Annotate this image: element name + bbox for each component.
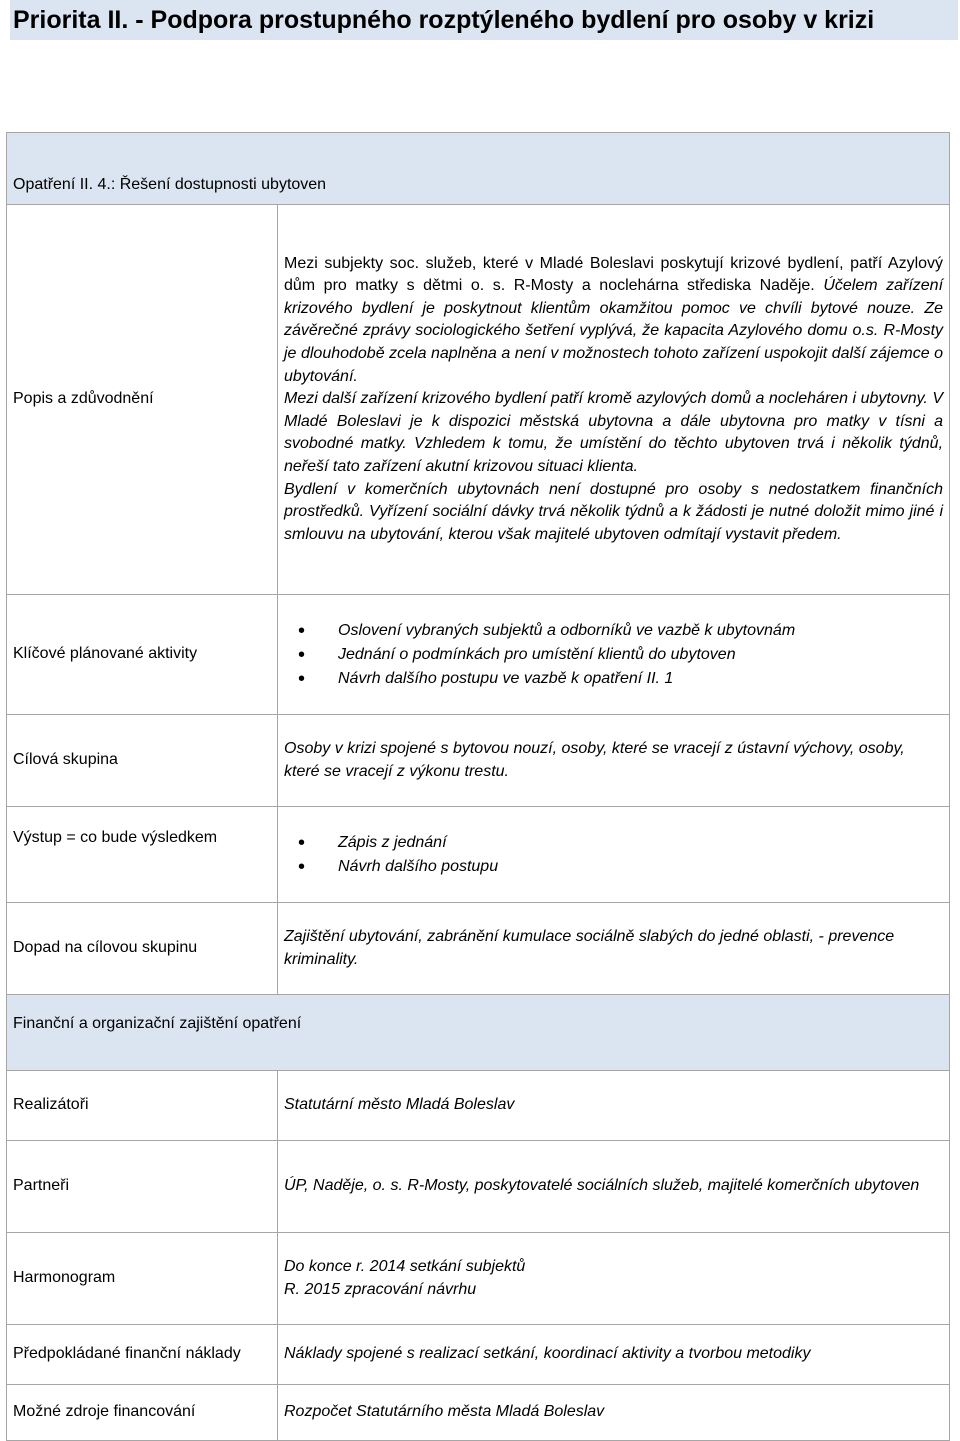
description-text xyxy=(278,205,950,595)
impact-text: Zajištění ubytování, zabránění kumulace sociálně slabých do jedné oblasti, - prevence kriminality. xyxy=(278,903,950,995)
schedule-row xyxy=(7,1233,950,1325)
partners-label: Partneři xyxy=(7,1141,278,1233)
target-group-text: Osoby v krizi spojené s bytovou nouzí, osoby, které se vracejí z ústavní výchovy, osoby, které se vracejí z výkonu trestu. xyxy=(278,715,950,807)
measure-title-row xyxy=(7,133,950,205)
activities-row xyxy=(7,595,950,715)
list-item: • Zápis z jednání xyxy=(284,831,943,855)
impact-row xyxy=(7,903,950,995)
list-item: • Návrh dalšího postupu xyxy=(284,855,943,879)
implementers-row xyxy=(7,1071,950,1141)
description-paragraph-2: Mezi další zařízení krizového bydlení patří kromě azylových domů a nocleháren i ubytovny. V Mladé Boleslavi je k dispozici městská ubytovna a dále ubytovna pro matky v tísni a svobodné matky. Vzhledem k tomu, že umístění do těchto ubytoven trvá i několik týdnů, neřeší tato zařízení akutní krizovou situaci klienta. xyxy=(284,390,944,475)
implementers-text: Statutární město Mladá Boleslav xyxy=(278,1071,950,1141)
implementers-label: Realizátoři xyxy=(7,1071,278,1141)
description-row xyxy=(7,205,950,595)
partners-row xyxy=(7,1141,950,1233)
schedule-label: Harmonogram xyxy=(7,1233,278,1325)
description-label: Popis a zdůvodnění xyxy=(7,205,278,595)
output-list xyxy=(278,807,950,903)
description-paragraph-1-italic: Účelem zařízení krizového bydlení je poskytnout klientům okamžitou pomoc ve chvíli bytové nouze. Ze závěrečné zprávy sociologického šetření vyplývá, že kapacita Azylového domu o.s. R-Mosty je dlouhodobě zcela naplněna a není v možnostech tohoto zařízení uspokojit další zájemce o ubytování. xyxy=(284,277,944,385)
funding-row xyxy=(7,1385,950,1441)
partners-text: ÚP, Naděje, o. s. R-Mosty, poskytovatelé sociálních služeb, majitelé komerčních ubytoven xyxy=(278,1141,950,1233)
funding-label: Možné zdroje financování xyxy=(7,1385,278,1441)
list-item: • Návrh dalšího postupu ve vazbě k opatření II. 1 xyxy=(284,667,943,691)
output-label: Výstup = co bude výsledkem xyxy=(7,807,278,903)
costs-label: Předpokládané finanční náklady xyxy=(7,1325,278,1385)
financial-section-title: Finanční a organizační zajištění opatření xyxy=(7,995,950,1071)
target-group-label: Cílová skupina xyxy=(7,715,278,807)
schedule-line: R. 2015 zpracování návrhu xyxy=(284,1280,477,1298)
measure-title: Opatření II. 4.: Řešení dostupnosti ubytoven xyxy=(7,133,950,205)
funding-text: Rozpočet Statutárního města Mladá Boleslav xyxy=(278,1385,950,1441)
impact-label: Dopad na cílovou skupinu xyxy=(7,903,278,995)
description-paragraph-1: Mezi subjekty soc. služeb, které v Mladé Boleslavi poskytují krizové bydlení, patří Azylový dům pro matky s dětmi o. s. R-Mosty a noclehárna střediska Naděje. xyxy=(284,254,944,295)
costs-row xyxy=(7,1325,950,1385)
activities-label: Klíčové plánované aktivity xyxy=(7,595,278,715)
schedule-text xyxy=(278,1233,950,1325)
output-row xyxy=(7,807,950,903)
page-title: Priorita II. - Podpora prostupného rozptýleného bydlení pro osoby v krizi xyxy=(10,0,958,40)
list-item: • Oslovení vybraných subjektů a odborníků ve vazbě k ubytovnám xyxy=(284,619,943,643)
activities-list xyxy=(278,595,950,715)
financial-section-row xyxy=(7,995,950,1071)
target-group-row xyxy=(7,715,950,807)
measure-table xyxy=(6,132,950,1441)
costs-text: Náklady spojené s realizací setkání, koordinací aktivity a tvorbou metodiky xyxy=(278,1325,950,1385)
list-item: • Jednání o podmínkách pro umístění klientů do ubytoven xyxy=(284,643,943,667)
description-paragraph-3: Bydlení v komerčních ubytovnách není dostupné pro osoby s nedostatkem finančních prostředků. Vyřízení sociální dávky trvá několik týdnů a k žádosti je nutné doložit mimo jiné i smlouvu na ubytování, kterou však majitelé ubytoven odmítají vystavit předem. xyxy=(284,480,944,543)
schedule-line: Do konce r. 2014 setkání subjektů xyxy=(284,1257,526,1275)
